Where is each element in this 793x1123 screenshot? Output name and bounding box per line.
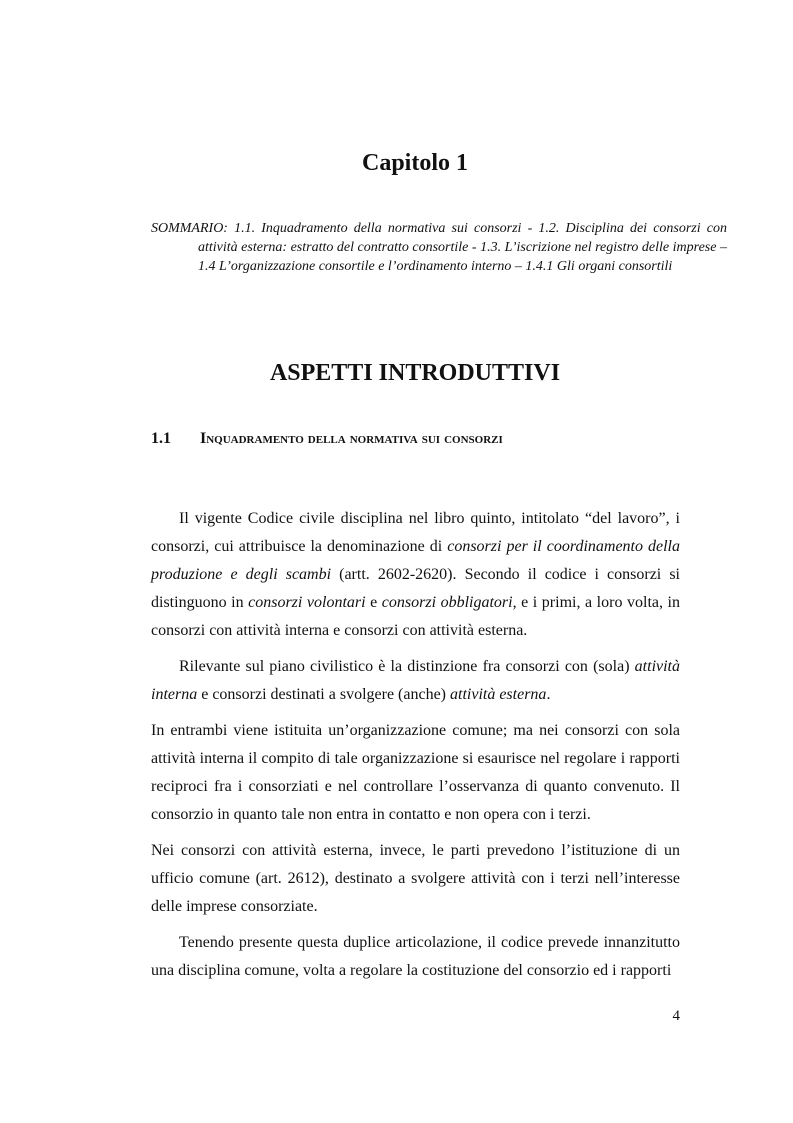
section-number: 1.1 [151, 430, 171, 447]
paragraph-3: In entrambi viene istituita un’organizzazione comune; ma nei consorzi con sola attività interna il compito di tale organizzazione si esaurisce nel regolare i rapporti reciproci fra i consorziati e nel controllare l’osservanza di quanto convenuto. Il consorzio in quanto tale non entra in contatto e non opera con i terzi. [151, 722, 680, 823]
section-title: Inquadramento della normativa sui consorzi [200, 430, 503, 447]
paragraph-1-text-g: , e i primi, a loro volta, in consorzi con attività interna e consorzi con attività esterna. [151, 594, 681, 639]
paragraph-5: Tenendo presente questa duplice articolazione, il codice prevede innanzitutto una disciplina comune, volta a regolare la costituzione del consorzio ed i rapporti [151, 934, 680, 979]
section-heading [151, 430, 680, 448]
paragraph-1-italic-b: consorzi per il coordinamento della produzione e degli scambi [151, 538, 680, 583]
paragraph-1 [151, 505, 680, 645]
paragraph-2-text-c: e consorzi destinati a svolgere (anche) [197, 686, 450, 703]
paragraph-1-text-c: (artt. 2602-2620). Secondo il codice i consorzi si distinguono in [151, 566, 680, 611]
paragraph-2 [151, 653, 680, 709]
paragraph-2-text-e: . [546, 686, 551, 703]
paragraph-1-text-e: e [365, 594, 382, 611]
page-number: 4 [672, 1008, 680, 1024]
chapter-title: Capitolo 1 [361, 150, 468, 176]
paragraph-4: Nei consorzi con attività esterna, invece, le parti prevedono l’istituzione di un ufficio comune (art. 2612), destinato a svolgere attività con i terzi nell’interesse delle imprese consorziate. [151, 842, 680, 915]
paragraph-1-text-a: Il vigente Codice civile disciplina nel libro quinto, intitolato “del lavoro”, i consorzi, cui attribuisce la denominazione di [151, 510, 680, 555]
paragraph-1-italic-f: consorzi obbligatori [381, 594, 513, 611]
paragraph-2-text-a: Rilevante sul piano civilistico è la distinzione fra consorzi con (sola) [179, 658, 635, 675]
paragraph-2-italic-d: attività esterna [450, 686, 547, 703]
body-text [151, 505, 680, 993]
paragraph-2-italic-b: attività interna [151, 658, 680, 703]
main-title: ASPETTI INTRODUTTIVI [269, 360, 561, 386]
chapter-summary: SOMMARIO: 1.1. Inquadramento della normativa sui consorzi - 1.2. Disciplina dei consorzi con attività esterna: estratto del contratto consortile - 1.3. L’iscrizione nel registro delle imprese – 1.4 L’organizzazione consortile e l’ordinamento interno – 1.4.1 Gli organi consortili [151, 221, 727, 274]
paragraph-1-italic-d: consorzi volontari [248, 594, 366, 611]
